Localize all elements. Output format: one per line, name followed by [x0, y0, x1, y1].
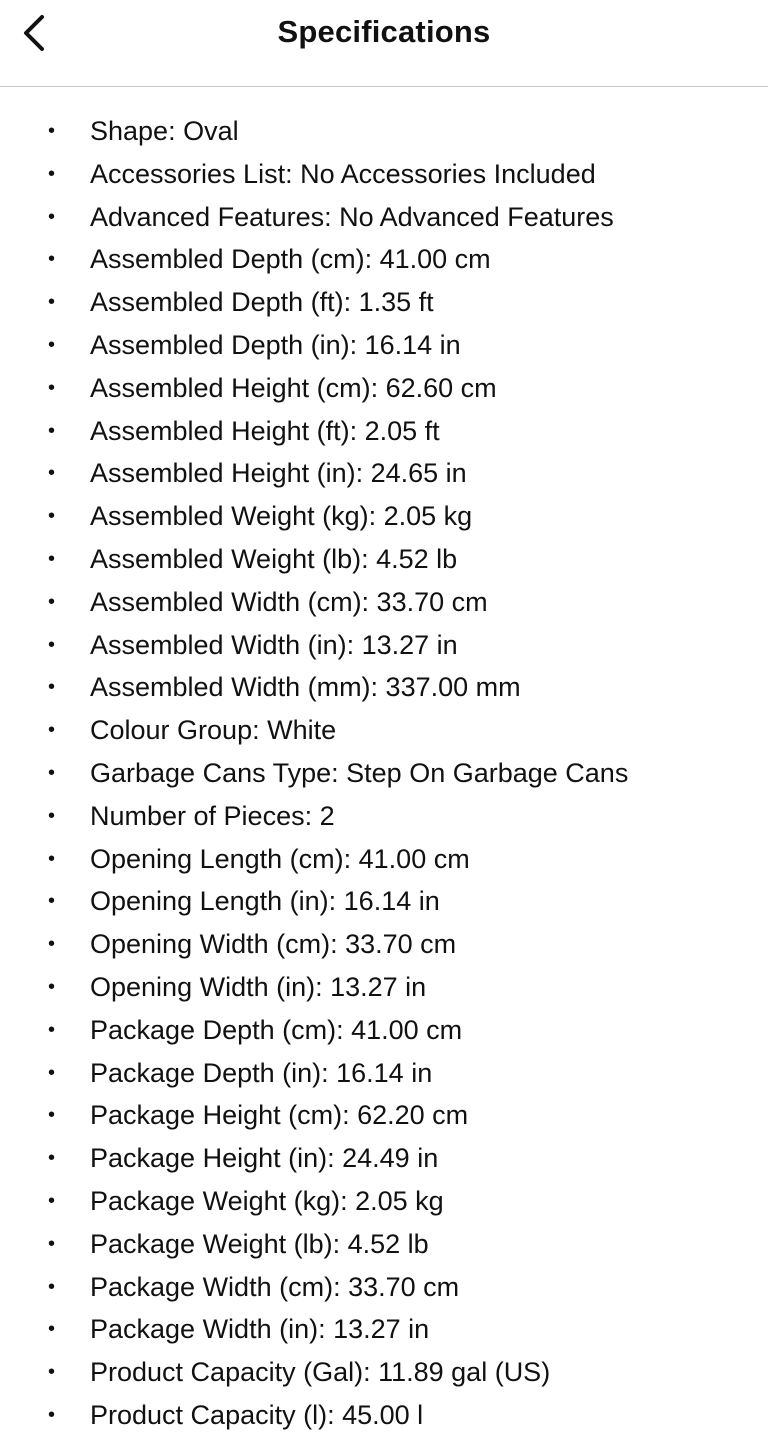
spec-text: Shape: Oval [90, 116, 239, 146]
list-item [0, 1223, 768, 1266]
list-item [0, 624, 768, 667]
list-item [0, 1308, 768, 1351]
bullet: • [48, 162, 56, 185]
list-item [0, 1052, 768, 1095]
spec-text: Number of Pieces: 2 [90, 800, 335, 831]
list-item [0, 452, 768, 495]
bullet: • [48, 1104, 56, 1127]
nav-header [0, 0, 768, 87]
list-item [0, 238, 768, 281]
spec-text: Package Width (in): 13.27 in [90, 1314, 430, 1345]
spec-text: Assembled Depth (cm): 41.00 cm [90, 244, 491, 275]
spec-text: Package Height (cm): 62.20 cm [90, 1100, 469, 1131]
spec-text: Assembled Width (in): 13.27 in [90, 629, 458, 660]
spec-text: Opening Length (in): 16.14 in [90, 886, 440, 917]
bullet: • [48, 376, 56, 399]
list-item [0, 110, 768, 153]
spec-list [0, 110, 768, 1437]
bullet: • [48, 633, 56, 656]
spec-text: Assembled Depth (in): 16.14 in [90, 329, 461, 360]
list-item [0, 923, 768, 966]
list-item [0, 795, 768, 838]
list-item [0, 495, 768, 538]
spec-text: Product Capacity (l): 45.00 l [90, 1399, 424, 1430]
spec-text: Opening Length (cm): 41.00 cm [90, 843, 470, 874]
list-item [0, 966, 768, 1009]
spec-text: Assembled Weight (kg): 2.05 kg [90, 501, 473, 532]
list-item [0, 538, 768, 581]
bullet: • [48, 847, 56, 870]
spec-text: Assembled Depth (ft): 1.35 ft [90, 287, 434, 318]
spec-text: Assembled Height (in): 24.65 in [90, 458, 467, 489]
bullet: • [48, 333, 56, 356]
bullet: • [48, 1275, 56, 1298]
list-item [0, 752, 768, 795]
bullet: • [48, 1018, 56, 1041]
bullet: • [48, 248, 56, 271]
spec-text: Product Capacity (Gal): 11.89 gal (US) [90, 1357, 551, 1388]
spec-text: Assembled Width (cm): 33.70 cm [90, 586, 488, 617]
spec-text: Opening Width (in): 13.27 in [90, 971, 427, 1002]
list-item [0, 324, 768, 367]
spec-text: Assembled Width (mm): 337.00 mm [90, 672, 521, 703]
bullet: • [48, 590, 56, 613]
list-item [0, 1266, 768, 1309]
bullet: • [48, 419, 56, 442]
spec-text: Assembled Height (ft): 2.05 ft [90, 415, 440, 446]
list-item [0, 367, 768, 410]
bullet: • [48, 1189, 56, 1212]
list-item [0, 1180, 768, 1223]
list-item [0, 1394, 768, 1437]
list-item [0, 1137, 768, 1180]
list-item [0, 838, 768, 881]
list-item [0, 581, 768, 624]
spec-text: Package Depth (cm): 41.00 cm [90, 1014, 463, 1045]
bullet: • [48, 1232, 56, 1255]
spec-text: Package Weight (lb): 4.52 lb [90, 1228, 429, 1259]
spec-text: Assembled Weight (lb): 4.52 lb [90, 543, 458, 574]
list-item [0, 281, 768, 324]
bullet: • [48, 505, 56, 528]
list-item [0, 1094, 768, 1137]
bullet: • [48, 933, 56, 956]
bullet: • [48, 547, 56, 570]
list-item [0, 709, 768, 752]
list-item [0, 666, 768, 709]
bullet: • [48, 291, 56, 314]
spec-text: Package Height (in): 24.49 in [90, 1143, 439, 1174]
spec-text: Colour Group: White [90, 715, 337, 746]
spec-text: Garbage Cans Type: Step On Garbage Cans [90, 757, 629, 788]
list-item [0, 880, 768, 923]
bullet: • [48, 890, 56, 913]
spec-text: Package Weight (kg): 2.05 kg [90, 1185, 444, 1216]
bullet: • [48, 1403, 56, 1426]
bullet: • [48, 1318, 56, 1341]
bullet: • [48, 1061, 56, 1084]
spec-text: Package Width (cm): 33.70 cm [90, 1271, 460, 1302]
bullet: • [48, 462, 56, 485]
spec-text: Assembled Height (cm): 62.60 cm [90, 372, 497, 403]
bullet: • [48, 1147, 56, 1170]
bullet: • [48, 719, 56, 742]
bullet: • [48, 804, 56, 827]
bullet: • [48, 205, 56, 228]
bullet: • [48, 120, 56, 142]
bullet: • [48, 761, 56, 784]
page-title: Specifications [277, 14, 491, 49]
spec-text: Accessories List: No Accessories Included [90, 158, 596, 189]
bullet: • [48, 975, 56, 998]
list-item [0, 1009, 768, 1052]
bullet: • [48, 1361, 56, 1384]
spec-text: Package Depth (in): 16.14 in [90, 1057, 433, 1088]
list-item [0, 153, 768, 196]
bullet: • [48, 676, 56, 699]
spec-text: Advanced Features: No Advanced Features [90, 201, 614, 232]
list-item [0, 410, 768, 453]
list-item [0, 196, 768, 239]
spec-text: Opening Width (cm): 33.70 cm [90, 929, 457, 960]
list-item [0, 1351, 768, 1394]
